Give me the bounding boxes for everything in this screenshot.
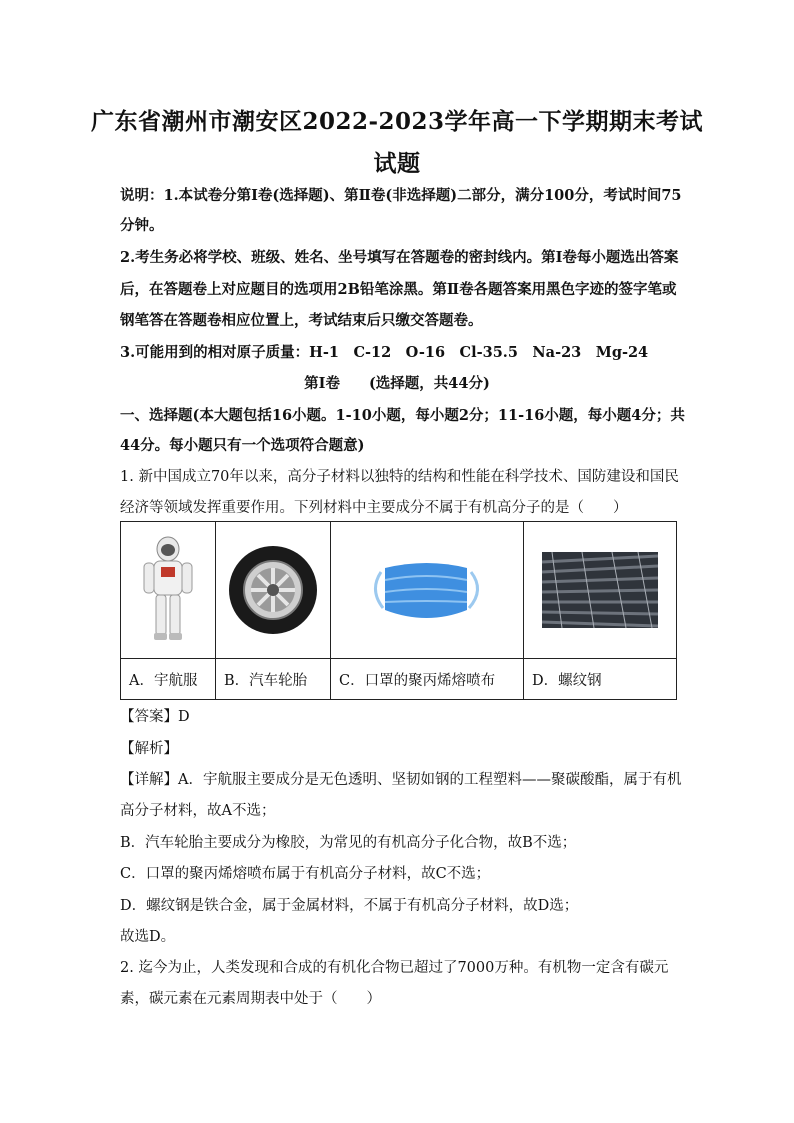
option-b-image-cell: [216, 522, 331, 659]
answer-line: 【答案】D: [120, 709, 190, 725]
options-table: [120, 521, 677, 700]
mask-icon: [367, 550, 487, 630]
spacesuit-icon: [138, 535, 198, 645]
option-b-label: B．汽车轮胎: [216, 659, 331, 700]
instructions-line-1: 说明：1.本试卷分第Ⅰ卷(选择题)、第Ⅱ卷(非选择题)二部分，满分100分，考试时间75: [120, 187, 682, 204]
option-c-image-cell: [331, 522, 524, 659]
detail-line-1: 【详解】A．宇航服主要成分是无色透明、坚韧如钢的工程塑料——聚碳酸酯，属于有机: [120, 772, 682, 788]
detail-line-3: B．汽车轮胎主要成分为橡胶，为常见的有机高分子化合物，故B不选；: [120, 835, 577, 851]
part-heading-line-2: 44分。每小题只有一个选项符合题意): [120, 437, 365, 454]
instructions-line-4: 后，在答题卷上对应题目的选项用2B铅笔涂黑。第Ⅱ卷各题答案用黑色字迹的签字笔或: [120, 281, 677, 298]
option-a-label: A．宇航服: [121, 659, 216, 700]
instructions-line-5: 钢笔答在答题卷相应位置上，考试结束后只缴交答题卷。: [120, 312, 483, 329]
option-a-image-cell: [121, 522, 216, 659]
section-heading: 第Ⅰ卷 (选择题，共44分): [304, 375, 490, 392]
detail-line-2: 高分子材料，故A不选；: [120, 803, 276, 819]
detail-line-6: 故选D。: [120, 929, 176, 945]
tire-icon: [227, 544, 319, 636]
option-d-label: D．螺纹钢: [524, 659, 677, 700]
option-c-label: C．口罩的聚丙烯熔喷布: [331, 659, 524, 700]
question-2-line-2: 素，碳元素在元素周期表中处于（ ）: [120, 991, 381, 1007]
question-1-line-2: 经济等领域发挥重要作用。下列材料中主要成分不属于有机高分子的是（ ）: [120, 500, 628, 516]
detail-line-4: C．口罩的聚丙烯熔喷布属于有机高分子材料，故C不选；: [120, 866, 491, 882]
analysis-heading: 【解析】: [120, 741, 178, 757]
option-d-image-cell: [524, 522, 677, 659]
instructions-line-3: 2.考生务必将学校、班级、姓名、坐号填写在答题卷的密封线内。第Ⅰ卷每小题选出答案: [120, 249, 679, 266]
instructions-line-2: 分钟。: [120, 217, 164, 234]
part-heading-line-1: 一、选择题(本大题包括16小题。1-10小题，每小题2分；11-16小题，每小题4分；共: [120, 407, 685, 424]
detail-line-5: D．螺纹钢是铁合金，属于金属材料，不属于有机高分子材料，故D选；: [120, 898, 579, 914]
question-2-line-1: 2. 迄今为止，人类发现和合成的有机化合物已超过了7000万种。有机物一定含有碳元: [120, 960, 669, 976]
instructions-line-6: 3.可能用到的相对原子质量：H-1 C-12 O-16 Cl-35.5 Na-23 Mg-24: [120, 344, 649, 361]
question-1-line-1: 1. 新中国成立70年以来，高分子材料以独特的结构和性能在科学技术、国防建设和国民: [120, 469, 679, 485]
rebar-icon: [542, 552, 658, 628]
title-line-2: 试题: [373, 150, 421, 177]
title-line-1: 广东省潮州市潮安区2022-2023学年高一下学期期末考试: [90, 108, 704, 135]
